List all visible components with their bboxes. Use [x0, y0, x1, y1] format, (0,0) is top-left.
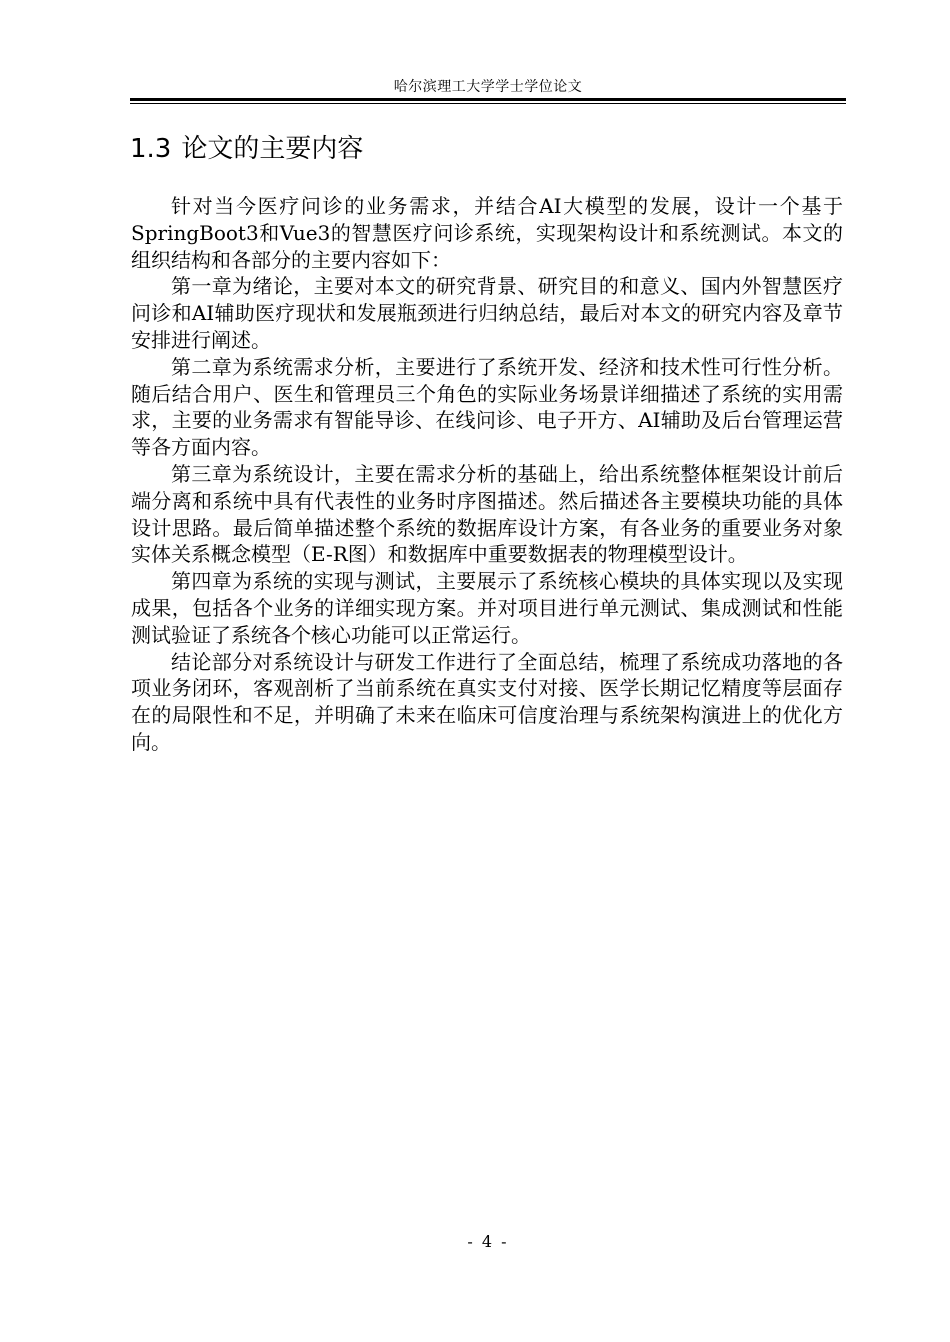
paragraph-chapter-3: 第三章为系统设计，主要在需求分析的基础上，给出系统整体框架设计前后端分离和系统中具有代表性的业务时序图描述。然后描述各主要模块功能的具体设计思路。最后简单描述整个系统的数据库设计方案，有各业务的重要业务对象实体关系概念模型（E-R图）和数据库中重要数据表的物理模型设计。 — [131, 461, 843, 567]
running-header: 哈尔滨理工大学学士学位论文 — [393, 79, 583, 95]
paragraph-chapter-4: 第四章为系统的实现与测试，主要展示了系统核心模块的具体实现以及实现成果，包括各个业务的详细实现方案。并对项目进行单元测试、集成测试和性能测试验证了系统各个核心功能可以正常运行。 — [131, 569, 843, 647]
paragraph-chapter-2: 第二章为系统需求分析，主要进行了系统开发、经济和技术性可行性分析。随后结合用户、医生和管理员三个角色的实际业务场景详细描述了系统的实用需求，主要的业务需求有智能导诊、在线问诊、电子开方、AI辅助及后台管理运营等各方面内容。 — [131, 354, 843, 460]
page-number: - 4 - — [467, 1232, 509, 1251]
paragraph-conclusion: 结论部分对系统设计与研发工作进行了全面总结，梳理了系统成功落地的各项业务闭环，客观剖析了当前系统在真实支付对接、医学长期记忆精度等层面存在的局限性和不足，并明确了未来在临床可信度治理与系统架构演进上的优化方向。 — [131, 649, 843, 754]
header-rule-thin — [130, 103, 846, 104]
body-text — [131, 193, 843, 756]
section-heading — [130, 132, 363, 166]
section-number: 1.3 — [130, 134, 172, 164]
header-rule-thick — [130, 98, 846, 101]
paragraph-intro: 针对当今医疗问诊的业务需求，并结合AI大模型的发展，设计一个基于SpringBoot3和Vue3的智慧医疗问诊系统，实现架构设计和系统测试。本文的组织结构和各部分的主要内容如下： — [131, 194, 843, 272]
paragraph-chapter-1: 第一章为绪论，主要对本文的研究背景、研究目的和意义、国内外智慧医疗问诊和AI辅助医疗现状和发展瓶颈进行归纳总结，最后对本文的研究内容及章节安排进行阐述。 — [131, 274, 843, 352]
section-title: 论文的主要内容 — [181, 134, 364, 164]
